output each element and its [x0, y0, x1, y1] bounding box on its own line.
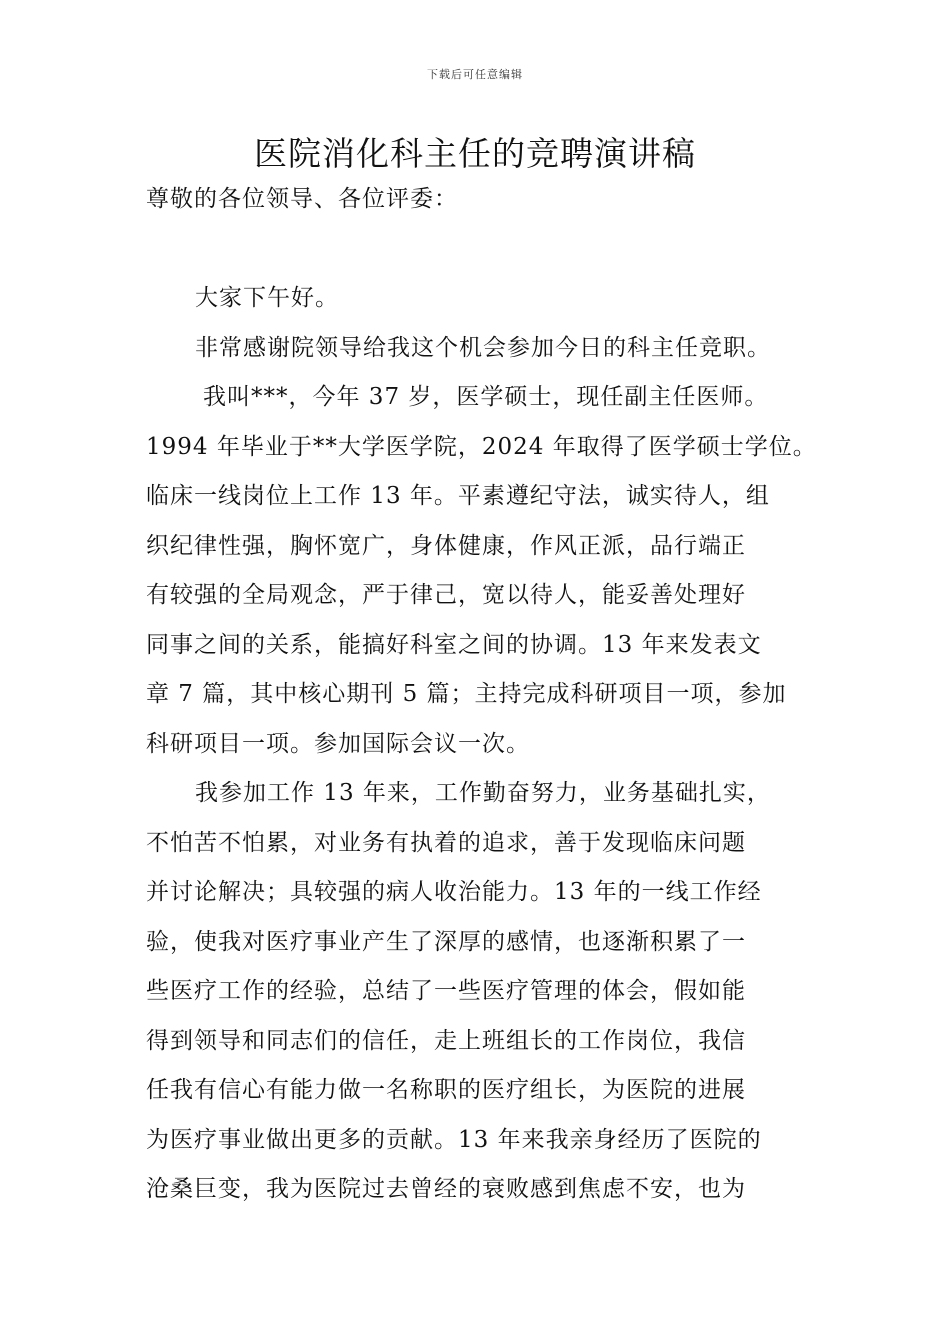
paragraph2-line: 验，使我对医疗事业产生了深厚的感情，也逐渐积累了一: [146, 928, 746, 955]
paragraph2-line: 任我有信心有能力做一名称职的医疗组长，为医院的进展: [146, 1077, 746, 1103]
greeting-line: 大家下午好。: [195, 285, 339, 311]
document-body: [146, 274, 846, 1215]
paragraph1-line: 1994 年毕业于**大学医学院，2024 年取得了医学硕士学位。: [146, 433, 817, 460]
paragraph1-line: 章 7 篇，其中核心期刊 5 篇；主持完成科研项目一项，参加: [146, 681, 787, 707]
paragraph2-line: 为医疗事业做出更多的贡献。13 年来我亲身经历了医院的: [146, 1126, 762, 1153]
paragraph2-line: 不怕苦不怕累，对业务有执着的追求，善于发现临床问题: [146, 829, 746, 856]
paragraph2-line: 些医疗工作的经验，总结了一些医疗管理的体会，假如能: [146, 978, 746, 1004]
paragraph1-line: 同事之间的关系，能搞好科室之间的协调。13 年来发表文: [146, 631, 762, 658]
paragraph2-line: 沧桑巨变，我为医院过去曾经的衰败感到焦虑不安，也为: [146, 1176, 746, 1202]
page-header-note: 下载后可任意编辑: [427, 68, 523, 81]
paragraph1-line: 我叫***，今年 37 岁，医学硕士，现任副主任医师。: [203, 384, 769, 410]
paragraph1-line: 有较强的全局观念，严于律己，宽以待人，能妥善处理好: [146, 582, 746, 608]
paragraph1-line: 织纪律性强，胸怀宽广，身体健康，作风正派，品行端正: [146, 532, 746, 559]
paragraph1-line: 临床一线岗位上工作 13 年。平素遵纪守法，诚实待人，组: [146, 483, 770, 509]
paragraph2-line: 我参加工作 13 年来，工作勤奋努力，业务基础扎实，: [195, 780, 771, 806]
thanks-line: 非常感谢院领导给我这个机会参加今日的科主任竞职。: [195, 334, 771, 361]
salutation: 尊敬的各位领导、各位评委：: [146, 186, 458, 212]
paragraph2-line: 得到领导和同志们的信任，走上班组长的工作岗位，我信: [146, 1027, 746, 1054]
paragraph1-line: 科研项目一项。参加国际会议一次。: [146, 730, 530, 757]
paragraph2-line: 并讨论解决；具较强的病人收治能力。13 年的一线工作经: [146, 879, 762, 905]
document-title: 医院消化科主任的竞聘演讲稿: [254, 134, 696, 173]
